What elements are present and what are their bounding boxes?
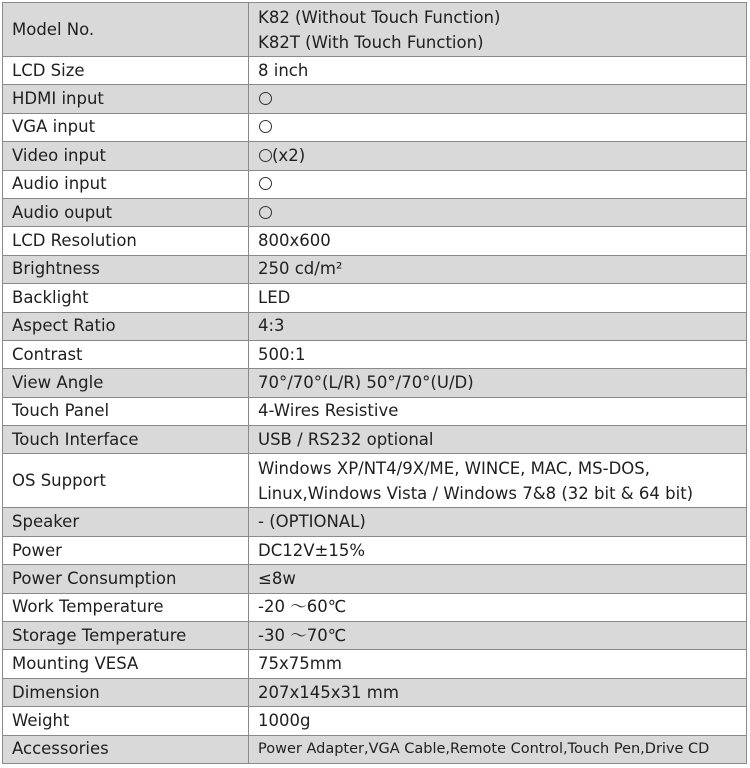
table-row [3,565,747,593]
spec-value: 4:3 [249,312,747,340]
table-row [3,454,747,508]
spec-value [249,454,747,508]
spec-value: 1000g [249,707,747,735]
spec-value: 75x75mm [249,650,747,678]
spec-value: 250 cd/m² [249,255,747,283]
table-row [3,707,747,735]
spec-table [2,2,747,764]
spec-key: OS Support [3,454,249,508]
table-row [3,536,747,564]
table-row [3,426,747,454]
spec-key: Touch Interface [3,426,249,454]
spec-value [249,85,747,113]
spec-value: ≤8w [249,565,747,593]
spec-value: Power Adapter,VGA Cable,Remote Control,Touch Pen,Drive CD [249,735,747,763]
circle-icon [259,206,272,219]
spec-key: HDMI input [3,85,249,113]
spec-key: Speaker [3,508,249,536]
spec-key: Touch Panel [3,397,249,425]
circle-icon [259,92,272,105]
spec-value [249,198,747,226]
spec-key: VGA input [3,113,249,141]
table-row [3,622,747,650]
spec-key: View Angle [3,369,249,397]
spec-value-text: (x2) [272,145,306,165]
spec-value: USB / RS232 optional [249,426,747,454]
table-row [3,678,747,706]
spec-key: Accessories [3,735,249,763]
spec-value: -20 ～60℃ [249,593,747,621]
table-row [3,735,747,763]
spec-key: Backlight [3,284,249,312]
spec-value: LED [249,284,747,312]
spec-value: 8 inch [249,57,747,85]
table-row [3,508,747,536]
spec-key: LCD Size [3,57,249,85]
spec-key: Video input [3,142,249,170]
spec-value: 70°/70°(L/R) 50°/70°(U/D) [249,369,747,397]
spec-value-line: Windows XP/NT4/9X/ME, WINCE, MAC, MS-DOS, [258,458,650,478]
spec-key: Mounting VESA [3,650,249,678]
spec-key: Power [3,536,249,564]
circle-icon [259,177,272,190]
spec-value: 500:1 [249,340,747,368]
table-row [3,397,747,425]
table-row [3,255,747,283]
table-row [3,312,747,340]
spec-key: Storage Temperature [3,622,249,650]
table-row [3,650,747,678]
spec-value: -30 ～70℃ [249,622,747,650]
spec-value [249,113,747,141]
spec-value-line: Linux,Windows Vista / Windows 7&8 (32 bit & 64 bit) [258,483,694,503]
circle-icon [259,149,272,162]
spec-key: Weight [3,707,249,735]
spec-key: LCD Resolution [3,227,249,255]
table-row [3,57,747,85]
spec-key: Brightness [3,255,249,283]
spec-value-line: K82T (With Touch Function) [258,32,484,52]
table-row [3,227,747,255]
table-row [3,113,747,141]
spec-key: Aspect Ratio [3,312,249,340]
table-row [3,593,747,621]
spec-value: - (OPTIONAL) [249,508,747,536]
circle-icon [259,120,272,133]
spec-key: Audio ouput [3,198,249,226]
table-row [3,198,747,226]
spec-key: Model No. [3,3,249,57]
spec-value [249,142,747,170]
table-row [3,369,747,397]
table-row [3,85,747,113]
spec-value-line: K82 (Without Touch Function) [258,7,501,27]
spec-value: 800x600 [249,227,747,255]
spec-value [249,170,747,198]
spec-value: DC12V±15% [249,536,747,564]
spec-key: Contrast [3,340,249,368]
table-row [3,170,747,198]
spec-value: 207x145x31 mm [249,678,747,706]
spec-key: Audio input [3,170,249,198]
spec-key: Power Consumption [3,565,249,593]
spec-value [249,3,747,57]
table-row [3,340,747,368]
table-row [3,284,747,312]
spec-key: Dimension [3,678,249,706]
spec-key: Work Temperature [3,593,249,621]
table-row [3,3,747,57]
spec-value: 4-Wires Resistive [249,397,747,425]
table-row [3,142,747,170]
